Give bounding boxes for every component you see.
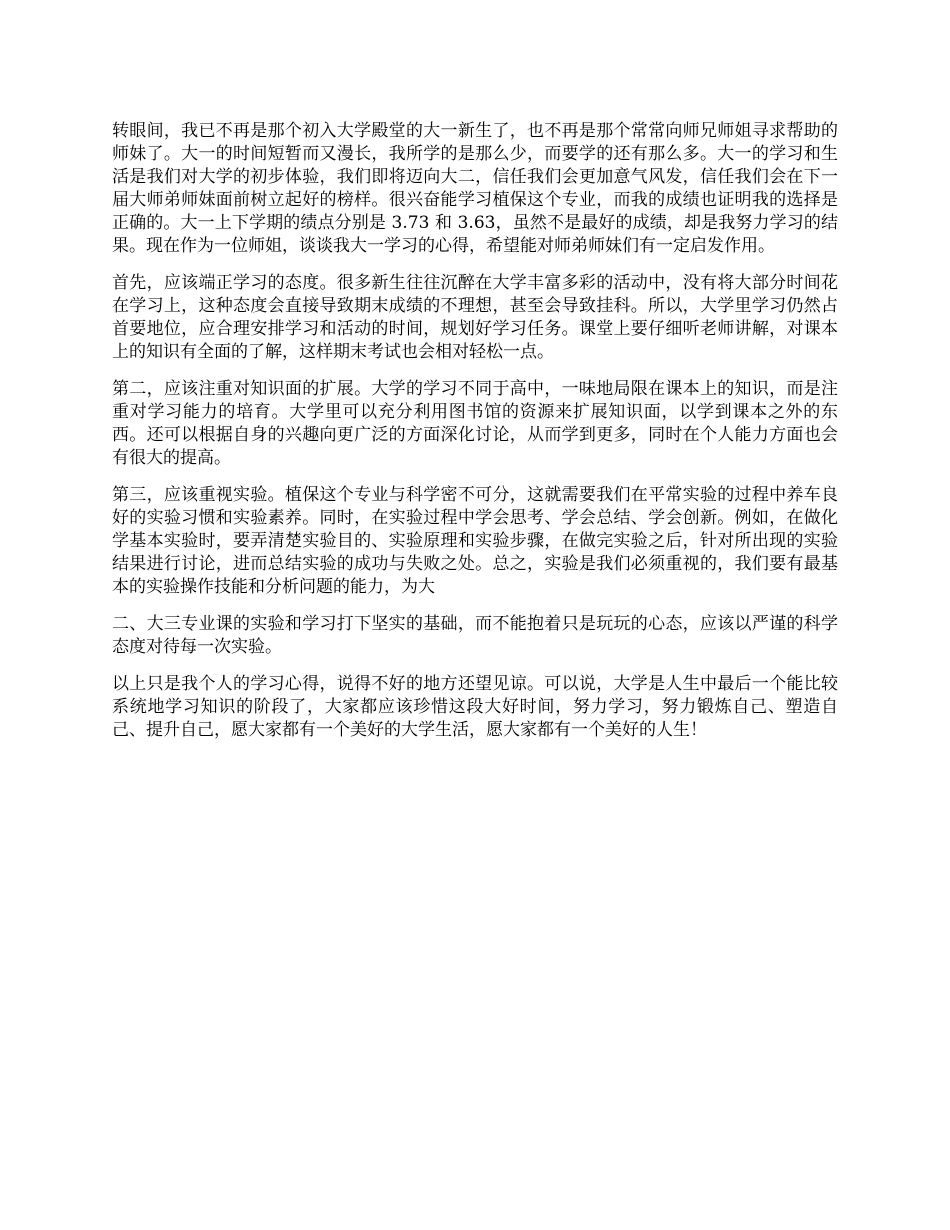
paragraph-second: 第二，应该注重对知识面的扩展。大学的学习不同于高中，一味地局限在课本上的知识，而是注重对学习能力的培育。大学里可以充分利用图书馆的资源来扩展知识面，以学到课本之外的东西。还可以根据自身的兴趣向更广泛的方面深化讨论，从而学到更多，同时在个人能力方面也会有很大的提高。 xyxy=(112,379,838,468)
paragraph-intro: 转眼间，我已不再是那个初入大学殿堂的大一新生了，也不再是那个常常向师兄师姐寻求帮助的师妹了。大一的时间短暂而又漫长，我所学的是那么少，而要学的还有那么多。大一的学习和生活是我们对大学的初步体验，我们即将迈向大二，信任我们会更加意气风发，信任我们会在下一届大师弟师妹面前树立起好的榜样。很兴奋能学习植保这个专业，而我的成绩也证明我的选择是正确的。大一上下学期的绩点分别是 3.73 和 3.63，虽然不是最好的成绩，却是我努力学习的结果。现在作为一位师姐，谈谈我大一学习的心得，希望能对师弟师妹们有一定启发作用。 xyxy=(112,121,838,256)
paragraph-third: 第三，应该重视实验。植保这个专业与科学密不可分，这就需要我们在平常实验的过程中养车良好的实验习惯和实验素养。同时，在实验过程中学会思考、学会总结、学会创新。例如，在做化学基本实验时，要弄清楚实验目的、实验原理和实验步骤，在做完实验之后，针对所出现的实验结果进行讨论，进而总结实验的成功与失败之处。总之，实验是我们必须重视的，我们要有最基本的实验操作技能和分析问题的能力，为大 xyxy=(112,485,838,597)
paragraph-third-continued: 二、大三专业课的实验和学习打下坚实的基础，而不能抱着只是玩玩的心态，应该以严谨的科学态度对待每一次实验。 xyxy=(112,614,838,657)
paragraph-first: 首先，应该端正学习的态度。很多新生往往沉醉在大学丰富多彩的活动中，没有将大部分时间花在学习上，这种态度会直接导致期末成绩的不理想，甚至会导致挂科。所以，大学里学习仍然占首要地位，应合理安排学习和活动的时间，规划好学习任务。课堂上要仔细听老师讲解，对课本上的知识有全面的了解，这样期末考试也会相对轻松一点。 xyxy=(112,273,838,362)
paragraph-conclusion: 以上只是我个人的学习心得，说得不好的地方还望见谅。可以说，大学是人生中最后一个能比较系统地学习知识的阶段了，大家都应该珍惜这段大好时间，努力学习，努力锻炼自己、塑造自己、提升自己，愿大家都有一个美好的大学生活，愿大家都有一个美好的人生！ xyxy=(112,674,838,740)
document-body xyxy=(112,120,838,756)
